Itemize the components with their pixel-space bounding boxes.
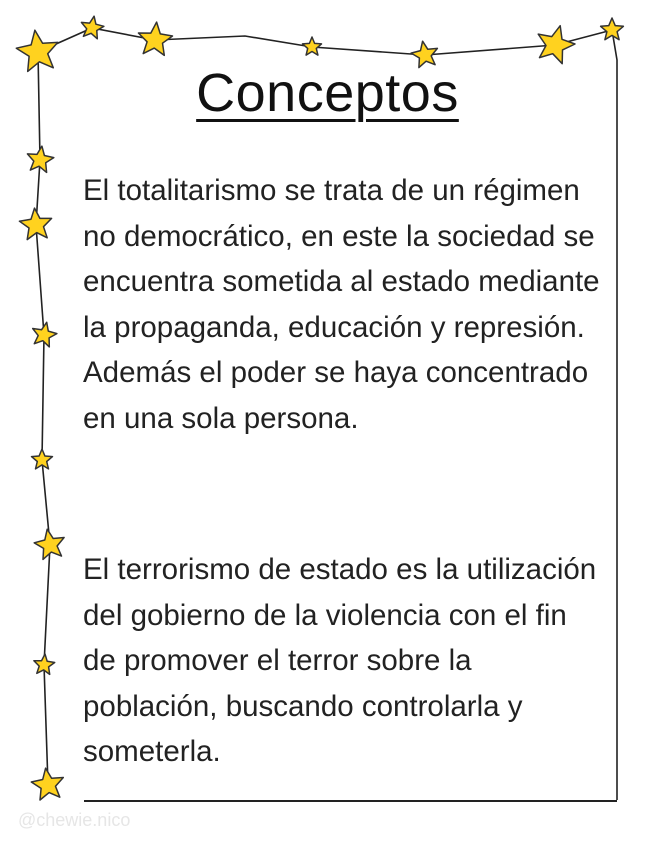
star-icon: [34, 654, 55, 674]
star-icon: [27, 146, 53, 172]
star-icon: [19, 208, 51, 240]
star-icon: [81, 16, 104, 39]
right-border-line: [612, 30, 617, 800]
watermark: @chewie.nico: [18, 810, 131, 830]
star-icon: [538, 26, 575, 64]
top-border-line: [38, 28, 612, 55]
star-icon: [303, 37, 322, 55]
page-title: Conceptos: [196, 63, 459, 123]
star-icon: [34, 529, 64, 559]
star-icon: [601, 18, 624, 40]
paragraph-totalitarismo: El totalitarismo se trata de un régimen no democrático, en este la sociedad se encuentra sometida al estado mediante la propaganda, educación y represión. Además el poder se haya concentrado en una sola persona.: [83, 174, 600, 435]
paragraph-terrorismo: El terrorismo de estado es la utilización del gobierno de la violencia con el fin de promover el terror sobre la población, buscando controlarla y someterla.: [83, 553, 597, 768]
star-icon: [31, 768, 63, 800]
star-icon: [33, 322, 57, 347]
star-icon: [138, 22, 172, 55]
